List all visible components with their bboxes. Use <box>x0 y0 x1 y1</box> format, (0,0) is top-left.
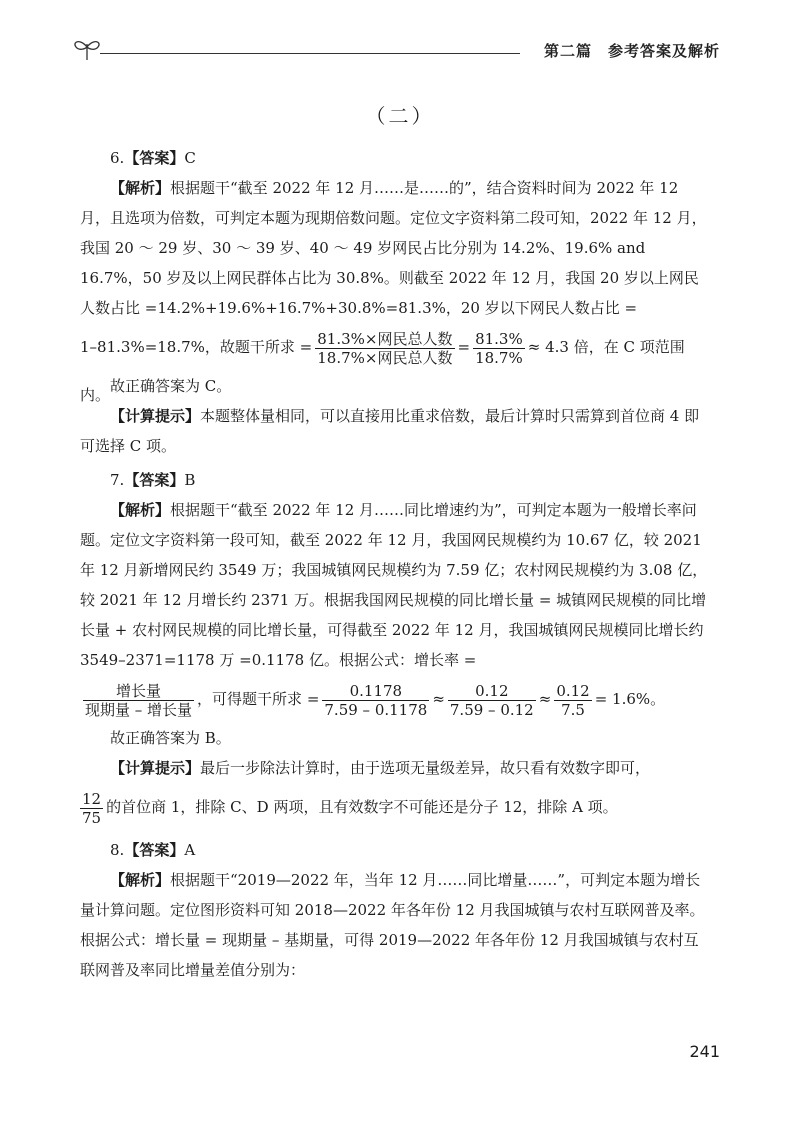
q7-conclusion: 故正确答案为 B。 <box>110 729 231 747</box>
q6-conclusion: 故正确答案为 C。 <box>110 377 232 395</box>
q7-approx-1: ≈ <box>432 690 445 708</box>
q6-tip-label: 【计算提示】 <box>110 407 201 425</box>
q6-calc-tip <box>80 401 710 461</box>
q7-number: 7. <box>110 471 125 489</box>
q8-number: 8. <box>110 841 125 859</box>
q7-f1-numerator: 0.1178 <box>322 682 429 701</box>
q7-formula-suffix: = 1.6%。 <box>594 690 666 708</box>
q8-analysis <box>80 865 710 985</box>
q7-fraction-2 <box>448 682 536 719</box>
q6-f1-denominator: 18.7%×网民总人数 <box>317 348 453 367</box>
q8-answer-value: A <box>184 841 196 859</box>
page-header <box>70 34 720 64</box>
q7-tip-denominator: 75 <box>82 808 102 827</box>
q7-fraction-3 <box>554 682 591 719</box>
q7-analysis-label: 【解析】 <box>110 501 171 519</box>
q6-fraction-2 <box>473 330 525 367</box>
section-title: （二） <box>365 104 435 128</box>
q7-tip-text: 最后一步除法计算时，由于选项无量级差异，故只看有效数字即可， <box>200 759 651 777</box>
q6-tip-text: 本题整体量相同，可以直接用比重求倍数，最后计算时只需算到首位商 4 即可选择 C 项。 <box>80 407 700 455</box>
q6-fraction-1 <box>315 330 454 367</box>
q6-f2-numerator: 81.3% <box>475 329 523 348</box>
q7-analysis-text: 根据题干“截至 2022 年 12 月……同比增速约为”，可判定本题为一般增长率问题。定位文字资料第一段可知，截至 2022 年 12 月，我国网民规模约为 10.67 亿，较 2021 年 12 月新增网民约 3549 万；我国城镇网民规模约为 7.59 亿；农村网民规模约为 3.08 亿，较 2021 年 12 月增长约 2371 万。根据我国网民规模的同比增长量 = 城镇网民规模的同比增长量 + 农村网民规模的同比增长量，可得截至 2022 年 12 月，我国城镇网民规模同比增长约 3549–2371=1178 万 =0.1178 亿。根据公式：增长率 = <box>80 501 708 669</box>
page-number: 241 <box>689 1042 720 1061</box>
q7-f0-numerator: 增长量 <box>83 682 194 701</box>
q7-f2-numerator: 0.12 <box>448 682 536 701</box>
q6-formula-prefix: 1–81.3%=18.7%，故题干所求 = <box>80 338 313 356</box>
q7-tip-fraction <box>80 790 103 827</box>
q8-analysis-text: 根据题干“2019—2022 年，当年 12 月……同比增量……”，可判定本题为增长量计算问题。定位图形资料可知 2018—2022 年各年份 12 月我国城镇与农村互联网普及率。根据公式：增长量 = 现期量 – 基期量，可得 2019—2022 年各年份 12 月我国城镇与农村互联网普及率同比增量差值分别为： <box>80 871 705 979</box>
q7-tip-label: 【计算提示】 <box>110 759 201 777</box>
q7-answer-label: 【答案】 <box>124 471 185 489</box>
q6-number: 6. <box>110 149 125 167</box>
q7-calc-tip <box>80 753 710 783</box>
q7-formula <box>80 675 710 723</box>
q7-f3-numerator: 0.12 <box>556 681 590 700</box>
q6-answer-label: 【答案】 <box>124 149 185 167</box>
q8-answer-line <box>80 835 710 865</box>
q6-answer-value: C <box>184 149 196 167</box>
q7-fraction-0 <box>83 682 194 719</box>
q6-f2-denominator: 18.7% <box>475 348 523 367</box>
q6-formula-suffix: ≈ 4.3 倍，在 C 项范围内。 <box>80 338 685 404</box>
q7-f3-denominator: 7.5 <box>561 700 585 719</box>
q6-analysis <box>80 173 710 323</box>
q7-f2-denominator: 7.59 – 0.12 <box>449 700 534 719</box>
q6-equals: = <box>457 338 471 356</box>
header-rule <box>100 53 520 54</box>
q7-tip-cont <box>80 783 710 831</box>
header-title: 第二篇 参考答案及解析 <box>543 42 720 60</box>
q7-approx-2: ≈ <box>538 690 552 708</box>
q6-f1-numerator: 81.3%×网民总人数 <box>317 329 453 348</box>
answer-content <box>80 143 710 985</box>
q7-formula-mid: ，可得题干所求 = <box>197 690 320 708</box>
q6-analysis-label: 【解析】 <box>110 179 171 197</box>
q7-fraction-1 <box>322 682 429 719</box>
q7-answer-line <box>80 465 710 495</box>
q7-f1-denominator: 7.59 – 0.1178 <box>324 700 428 719</box>
q7-answer-value: B <box>184 471 196 489</box>
q7-analysis <box>80 495 710 675</box>
q7-tip-numerator: 12 <box>82 789 102 808</box>
q6-answer-line <box>80 143 710 173</box>
q6-analysis-text: 根据题干“截至 2022 年 12 月……是……的”，结合资料时间为 2022 年 12 月，且选项为倍数，可判定本题为现期倍数问题。定位文字资料第二段可知，2022 年 12 月，我国 20 ～ 29 岁、30 ～ 39 岁、40 ～ 49 岁网民占比分别为 14.2%、19.6% and 16.7%，50 岁及以上网民群体占比为 30.8%。则截至 2022 年 12 月，我国 20 岁以上网民人数占比 =14.2%+19.6%+16.7%+30.8%=81.3%，20 岁以下网民人数占比 = <box>80 179 707 317</box>
q7-tip-text-2: 的首位商 1，排除 C、D 两项，且有效数字不可能还是分子 12，排除 A 项。 <box>106 798 618 816</box>
q7-f0-denominator: 现期量 – 增长量 <box>85 700 193 719</box>
q8-analysis-label: 【解析】 <box>110 871 171 889</box>
leaf-ornament-icon <box>70 34 104 64</box>
q8-answer-label: 【答案】 <box>124 841 185 859</box>
